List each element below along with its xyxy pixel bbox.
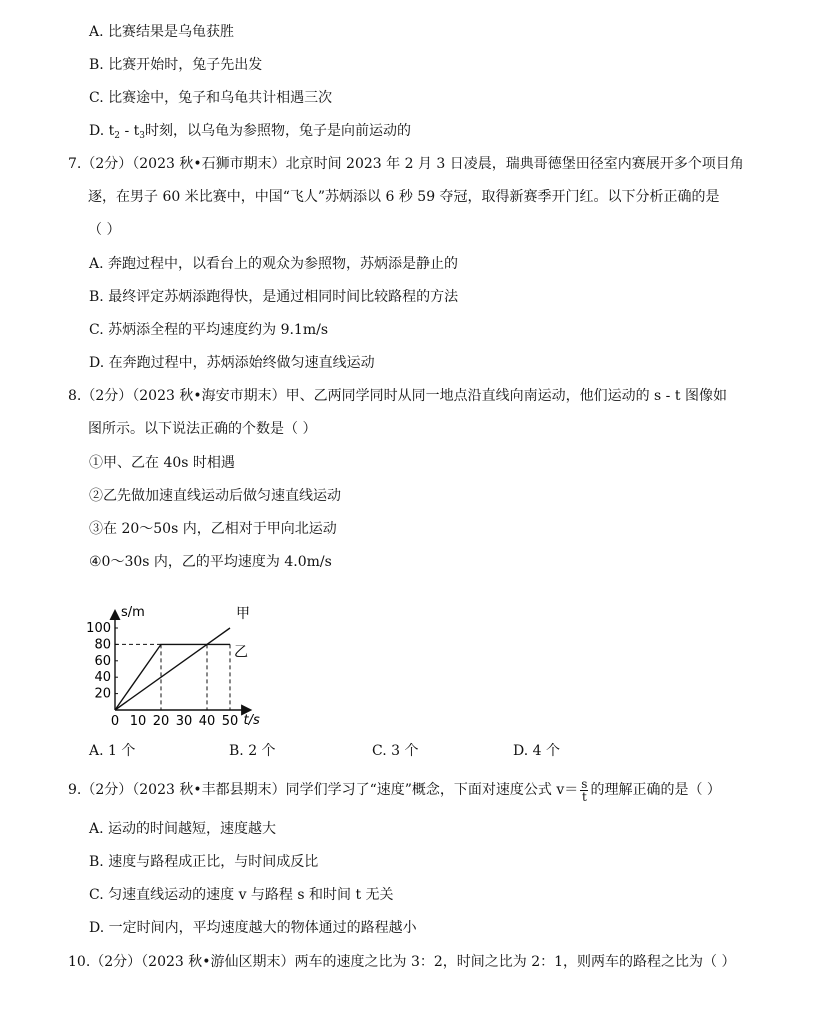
q6-option-a: A. 比赛结果是乌龟获胜 — [89, 24, 235, 40]
y-tick-label-20: 20 — [94, 686, 111, 702]
y-tick-label-80: 80 — [94, 637, 111, 653]
speed-formula-fraction — [580, 778, 588, 803]
q6-option-d-sub1: 2 — [114, 131, 120, 141]
x-tick-label-40: 40 — [198, 714, 216, 729]
q8-option-d: D. 4 个 — [513, 743, 560, 759]
q6-option-d-prefix: D. t — [89, 123, 115, 139]
q7-stem-line1: 7.（2分）（2023 秋•石狮市期末）北京时间 2023 年 2 月 3 日凌晨，瑞典哥德堡田径室内赛展开多个项目角 — [68, 156, 744, 172]
q8-statement-2: ②乙先做加速直线运动后做匀速直线运动 — [89, 488, 341, 504]
y-tick-label-60: 60 — [94, 653, 111, 669]
y-tick-label-40: 40 — [94, 670, 111, 686]
q8-statement-4: ④0～30s 内，乙的平均速度为 4.0m/s — [89, 554, 332, 570]
q8-stem-line1: 8.（2分）（2023 秋•海安市期末）甲、乙两同学同时从同一地点沿直线向南运动，他们运动的 s - t 图像如 — [68, 388, 727, 404]
q6-option-d-sub2: 3 — [139, 131, 145, 141]
q7-stem-line3: （ ） — [88, 222, 121, 238]
q8-option-a: A. 1 个 — [89, 743, 136, 759]
q6-option-d — [89, 121, 411, 146]
y-axis-label: s/m — [121, 604, 145, 620]
fraction-denominator: t — [581, 789, 587, 804]
q9-stem-prefix: 9.（2分）（2023 秋•丰都县期末）同学们学习了“速度”概念，下面对速度公式 v＝ — [68, 782, 579, 798]
q9-stem-suffix: 的理解正确的是（ ） — [590, 782, 721, 798]
q6-option-d-mid: - t — [120, 123, 140, 139]
x-tick-label-0: 0 — [110, 714, 120, 729]
q9-option-b: B. 速度与路程成正比，与时间成反比 — [89, 854, 319, 870]
series-line-1 — [115, 628, 230, 710]
q7-option-c: C. 苏炳添全程的平均速度约为 9.1m/s — [89, 322, 329, 338]
q8-stem-line2: 图所示。以下说法正确的个数是（ ） — [88, 421, 317, 437]
x-tick-label-10: 10 — [129, 714, 147, 729]
q6-option-b: B. 比赛开始时，兔子先出发 — [89, 57, 263, 73]
q7-stem-line2: 逐，在男子 60 米比赛中，中国“飞人”苏炳添以 6 秒 59 夺冠，取得新赛季开门红。以下分析正确的是 — [88, 189, 720, 205]
q9-option-a: A. 运动的时间越短，速度越大 — [89, 821, 277, 837]
q7-option-a: A. 奔跑过程中，以看台上的观众为参照物，苏炳添是静止的 — [89, 256, 459, 272]
series-label-2: 乙 — [234, 644, 248, 661]
q8-option-b: B. 2 个 — [229, 743, 276, 759]
series-label-1: 甲 — [236, 606, 250, 622]
x-axis-label: t/s — [243, 713, 260, 728]
s-t-chart — [85, 580, 285, 730]
q9-option-c: C. 匀速直线运动的速度 v 与路程 s 和时间 t 无关 — [89, 887, 394, 903]
y-tick-label-100: 100 — [86, 621, 111, 636]
q7-option-b: B. 最终评定苏炳添跑得快，是通过相同时间比较路程的方法 — [89, 289, 459, 305]
q9-option-d: D. 一定时间内，平均速度越大的物体通过的路程越小 — [89, 920, 417, 936]
q6-option-d-suffix: 时刻，以乌龟为参照物，兔子是向前运动的 — [145, 123, 411, 139]
q7-option-d: D. 在奔跑过程中，苏炳添始终做匀速直线运动 — [89, 355, 375, 371]
x-tick-label-30: 30 — [175, 714, 193, 729]
q8-option-c: C. 3 个 — [372, 743, 419, 759]
q8-statement-3: ③在 20～50s 内，乙相对于甲向北运动 — [89, 521, 337, 537]
x-tick-label-50: 50 — [221, 714, 239, 729]
fraction-numerator: s — [581, 776, 588, 791]
q6-option-c: C. 比赛途中，兔子和乌龟共计相遇三次 — [89, 90, 333, 106]
q8-statement-1: ①甲、乙在 40s 时相遇 — [89, 455, 235, 471]
q9-stem — [68, 774, 721, 806]
series-line-2 — [115, 644, 230, 710]
q10-stem: 10.（2分）（2023 秋•游仙区期末）两车的速度之比为 3：2，时间之比为 2：1，则两车的路程之比为（ ） — [68, 954, 736, 970]
x-tick-label-20: 20 — [152, 714, 170, 729]
